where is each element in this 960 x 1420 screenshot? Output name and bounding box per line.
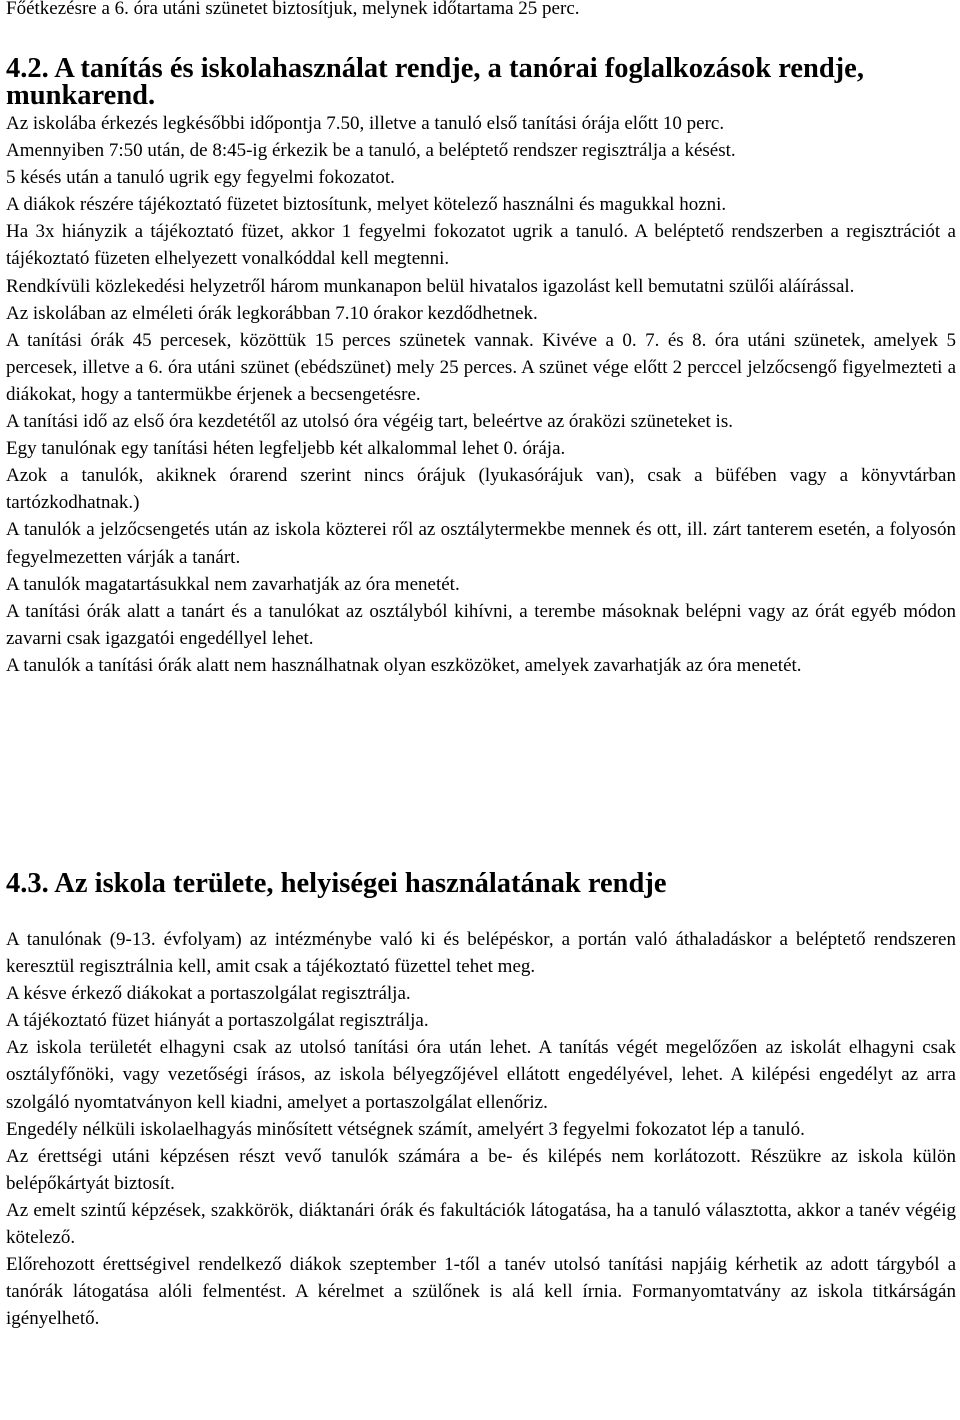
paragraph: Az iskolába érkezés legkésőbbi időpontja 7.50, illetve a tanuló első tanítási órája előtt 10 perc. xyxy=(6,113,725,134)
paragraph: A tanulók magatartásukkal nem zavarhatják az óra menetét. xyxy=(6,573,460,595)
section-heading-4-2: 4.2. A tanítás és iskolahasználat rendje, a tanórai foglalkozások rendje, munkarend. xyxy=(6,53,864,112)
paragraph: Az emelt szintű képzések, szakkörök, diáktanári órák és fakultációk látogatása, ha a tanuló választotta, akkor a tanév végéig kötelező. xyxy=(6,1199,956,1249)
paragraph: Amennyiben 7:50 után, de 8:45-ig érkezik be a tanuló, a beléptető rendszer regisztrálja a késést. xyxy=(6,140,736,162)
paragraph: A tanítási órák 45 percesek, közöttük 15 perces szünetek vannak. Kivéve a 0. 7. és 8. óra utáni szünetek, amelyek 5 percesek, illetve a 6. óra utáni szünet (ebédszünet) mely 25 perces. A szünet vége előtt 2 perccel jelzőcsengő figyelmezteti a diákokat, hogy a tantermükbe érjenek a becsengetésre. xyxy=(6,329,956,405)
paragraph: A tanítási órák alatt a tanárt és a tanulókat az osztályból kihívni, a terembe másoknak belépni vagy az órát egyéb módon zavarni csak igazgatói engedéllyel lehet. xyxy=(6,600,956,649)
section-heading-4-3: 4.3. Az iskola területe, helyiségei használatának rendje xyxy=(6,868,667,899)
paragraph: A tanulók a tanítási órák alatt nem használhatnak olyan eszközöket, amelyek zavarhatják az óra menetét. xyxy=(6,654,802,676)
section-4-2-body xyxy=(6,110,956,679)
paragraph: Engedély nélküli iskolaelhagyás minősített vétségnek számít, amelyért 3 fegyelmi fokozatot lép a tanuló. xyxy=(6,1118,805,1140)
paragraph: Azok a tanulók, akiknek órarend szerint nincs órájuk (lyukasórájuk van), csak a büfében vagy a könyvtárban tartózkodhatnak.) xyxy=(6,465,956,514)
paragraph: 5 késés után a tanuló ugrik egy fegyelmi fokozatot. xyxy=(6,167,395,189)
paragraph: A késve érkező diákokat a portaszolgálat regisztrálja. xyxy=(6,983,411,1005)
paragraph: Az iskolában az elméleti órák legkorábban 7.10 órakor kezdődhetnek. xyxy=(6,302,538,324)
paragraph: Egy tanulónak egy tanítási héten legfeljebb két alkalommal lehet 0. órája. xyxy=(6,438,566,460)
intro-text-block xyxy=(6,0,956,22)
paragraph: A diákok részére tájékoztató füzetet biztosítunk, melyet kötelező használni és magukkal hozni. xyxy=(6,194,727,216)
paragraph: A tájékoztató füzet hiányát a portaszolgálat regisztrálja. xyxy=(6,1010,429,1032)
paragraph: Rendkívüli közlekedési helyzetről három munkanapon belül hivatalos igazolást kell bemutatni szülői aláírással. xyxy=(6,275,855,297)
paragraph: A tanulónak (9-13. évfolyam) az intézménybe való ki és belépéskor, a portán való áthaladáskor a beléptető rendszeren keresztül regisztrálnia kell, amit csak a tájékoztató füzettel tehet meg. xyxy=(6,929,956,978)
paragraph: A tanítási idő az első óra kezdetétől az utolsó óra végéig tart, beleértve az óraközi szüneteket is. xyxy=(6,411,733,433)
paragraph: Főétkezésre a 6. óra utáni szünetet biztosítjuk, melynek időtartama 25 perc. xyxy=(6,0,580,19)
paragraph: Előrehozott érettségivel rendelkező diákok szeptember 1-től a tanév utolsó tanítási napjáig kérhetik az adott tárgyból a tanórák látogatása alóli felmentést. A kérelmet a szülőnek is alá kell írnia. Formanyomtatvány az iskola titkárságán igényelhető. xyxy=(6,1254,956,1330)
paragraph: Ha 3x hiányzik a tájékoztató füzet, akkor 1 fegyelmi fokozatot ugrik a tanuló. A beléptető rendszerben a regisztrációt a tájékoztató füzeten elhelyezett vonalkóddal kell megtenni. xyxy=(6,221,956,270)
paragraph: Az iskola területét elhagyni csak az utolsó tanítási óra után lehet. A tanítás végét megelőzően az iskolát elhagyni csak osztályfőnöki, vagy vezetőségi írásos, az iskola bélyegzőjével ellátott engedélyével, lehet. A kilépési engedélyt az arra szolgáló nyomtatványon kell kiadni, amelyet a portaszolgálat ellenőriz. xyxy=(6,1037,956,1113)
paragraph: A tanulók a jelzőcsengetés után az iskola közterei ről az osztálytermekbe mennek és ott, ill. zárt tanterem esetén, a folyosón fegyelmezetten várják a tanárt. xyxy=(6,519,956,568)
section-4-3-body xyxy=(6,926,956,1332)
paragraph: Az érettségi utáni képzésen részt vevő tanulók számára a be- és kilépés nem korlátozott. Részükre az iskola külön belépőkártyát biztosít. xyxy=(6,1145,956,1194)
